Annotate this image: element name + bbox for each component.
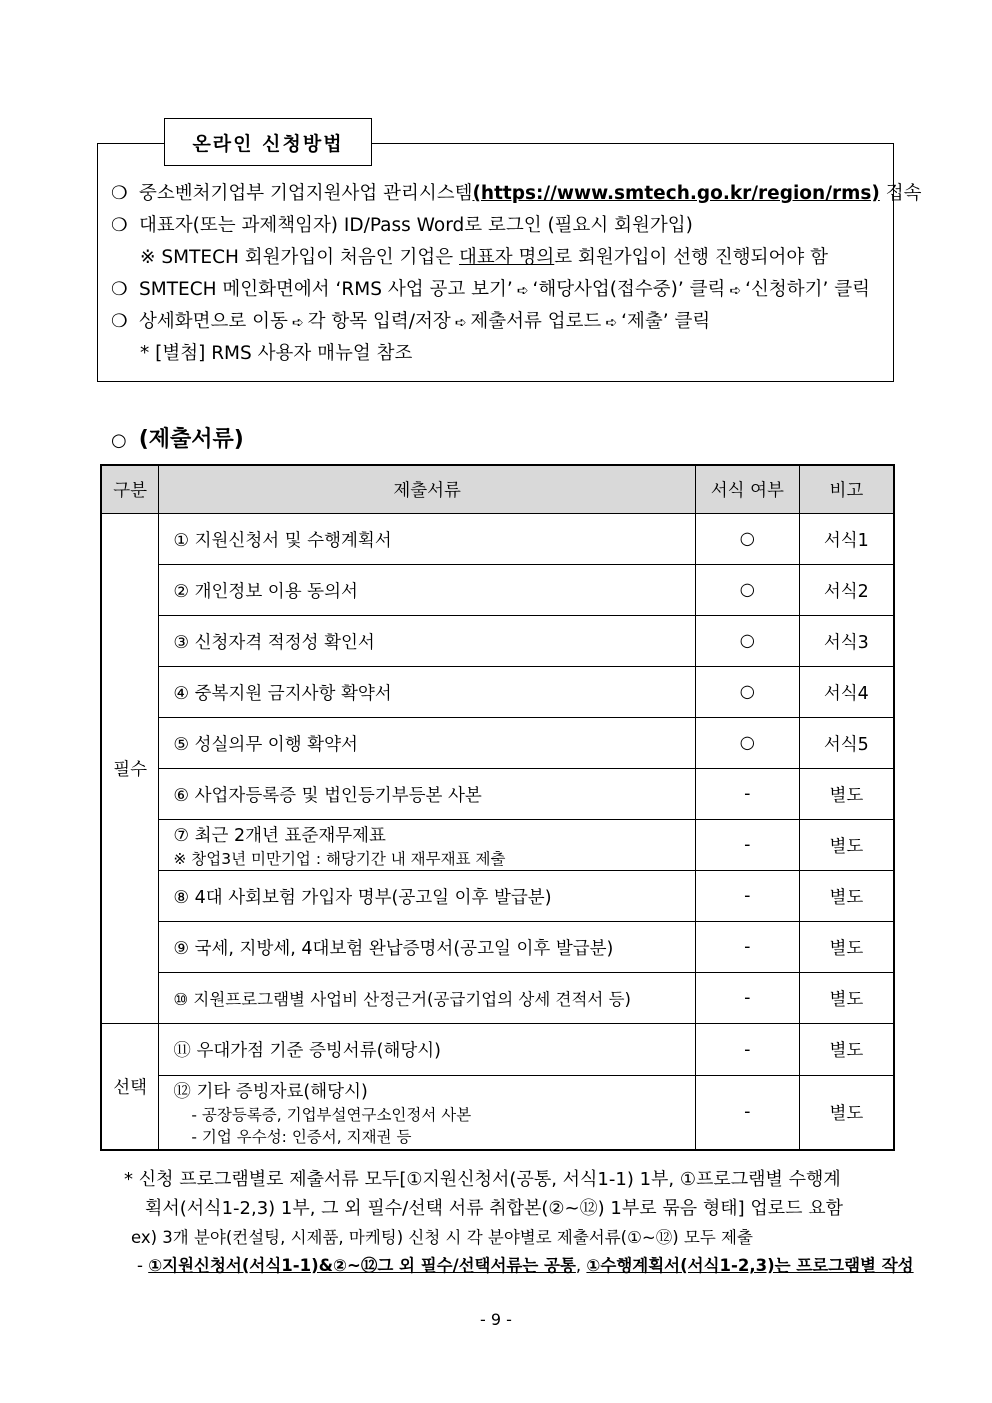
arrow-icon: ➪ xyxy=(291,315,304,331)
doc-cell-7: ⑦ 최근 2개년 표준재무제표 ※ 창업3년 미만기업 : 해당기간 내 재무재표 제출 xyxy=(159,820,696,871)
arrow-icon: ➪ xyxy=(516,283,529,299)
table-row: ⑨ 국세, 지방세, 4대보험 완납증명서(공고일 이후 발급분) - 별도 xyxy=(101,922,894,973)
header-form: 서식 여부 xyxy=(695,465,799,514)
online-step-1: ❍ 중소벤처기업부 기업지원사업 관리시스템(https://www.smtech.go.kr/region/rms) 접속 xyxy=(111,183,922,204)
arrow-icon: ➪ xyxy=(454,315,467,331)
doc-cell-12: ⑫ 기타 증빙자료(해당시) - 공장등록증, 기업부설연구소인정서 사본 - 기업 우수성: 인증서, 지재권 등 xyxy=(159,1076,696,1150)
note-line-2: 획서(서식1-2,3) 1부, 그 외 필수/선택 서류 취합본(②~⑫) 1부로 묶음 형태] 업로드 요함 xyxy=(145,1198,844,1219)
table-row: ⑧ 4대 사회보험 가입자 명부(공고일 이후 발급분) - 별도 xyxy=(101,871,894,922)
header-documents: 제출서류 xyxy=(159,465,696,514)
online-note-1: ※ SMTECH 회원가입이 처음인 기업은 대표자 명의로 회원가입이 선행 진행되어야 함 xyxy=(140,247,828,268)
table-row: ⑤ 성실의무 이행 확약서 ○ 서식5 xyxy=(101,718,894,769)
table-row: 선택 ⑪ 우대가점 기준 증빙서류(해당시) - 별도 xyxy=(101,1024,894,1076)
documents-table xyxy=(100,464,895,1151)
arrow-icon: ➪ xyxy=(605,315,618,331)
table-row: ⑩ 지원프로그램별 사업비 산정근거(공급기업의 상세 견적서 등) - 별도 xyxy=(101,973,894,1024)
group-required: 필수 xyxy=(101,514,159,1024)
table-row: ② 개인정보 이용 동의서 ○ 서식2 xyxy=(101,565,894,616)
table-row: ⑦ 최근 2개년 표준재무제표 ※ 창업3년 미만기업 : 해당기간 내 재무재표 제출 - 별도 xyxy=(101,820,894,871)
table-row: 필수 ① 지원신청서 및 수행계획서 ○ 서식1 xyxy=(101,514,894,565)
smtech-link[interactable]: (https://www.smtech.go.kr/region/rms) xyxy=(472,183,880,204)
header-category: 구분 xyxy=(101,465,159,514)
page-number: - 9 - xyxy=(480,1310,512,1329)
table-row: ④ 중복지원 금지사항 확약서 ○ 서식4 xyxy=(101,667,894,718)
section-heading: ○ (제출서류) xyxy=(111,427,244,452)
online-note-2: * [별첨] RMS 사용자 매뉴얼 참조 xyxy=(140,343,413,364)
table-row: ⑫ 기타 증빙자료(해당시) - 공장등록증, 기업부설연구소인정서 사본 - 기업 우수성: 인증서, 지재권 등 - 별도 xyxy=(101,1076,894,1150)
online-apply-title: 온라인 신청방법 xyxy=(164,118,372,166)
arrow-icon: ➪ xyxy=(729,283,742,299)
group-optional: 선택 xyxy=(101,1024,159,1150)
table-row: ③ 신청자격 적정성 확인서 ○ 서식3 xyxy=(101,616,894,667)
note-line-1: * 신청 프로그램별로 제출서류 모두[①지원신청서(공통, 서식1-1) 1부, ①프로그램별 수행계 xyxy=(124,1169,841,1190)
table-header-row xyxy=(101,465,894,514)
table-row: ⑥ 사업자등록증 및 법인등기부등본 사본 - 별도 xyxy=(101,769,894,820)
note-line-4: - ①지원신청서(서식1-1)&②~⑫그 외 필수/선택서류는 공통, ①수행계획서(서식1-2,3)는 프로그램별 작성 xyxy=(137,1256,914,1275)
online-step-2: ❍ 대표자(또는 과제책임자) ID/Pass Word로 로그인 (필요시 회원가입) xyxy=(111,215,693,236)
online-step-4: ❍ 상세화면으로 이동 ➪ 각 항목 입력/저장 ➪ 제출서류 업로드 ➪ ‘제출’ 클릭 xyxy=(111,311,711,332)
header-note: 비고 xyxy=(799,465,894,514)
note-line-3: ex) 3개 분야(컨설팅, 시제품, 마케팅) 신청 시 각 분야별로 제출서류(①~⑫) 모두 제출 xyxy=(131,1228,753,1247)
online-step-3: ❍ SMTECH 메인화면에서 ‘RMS 사업 공고 보기’ ➪ ‘해당사업(접수중)’ 클릭 ➪ ‘신청하기’ 클릭 xyxy=(111,279,870,300)
